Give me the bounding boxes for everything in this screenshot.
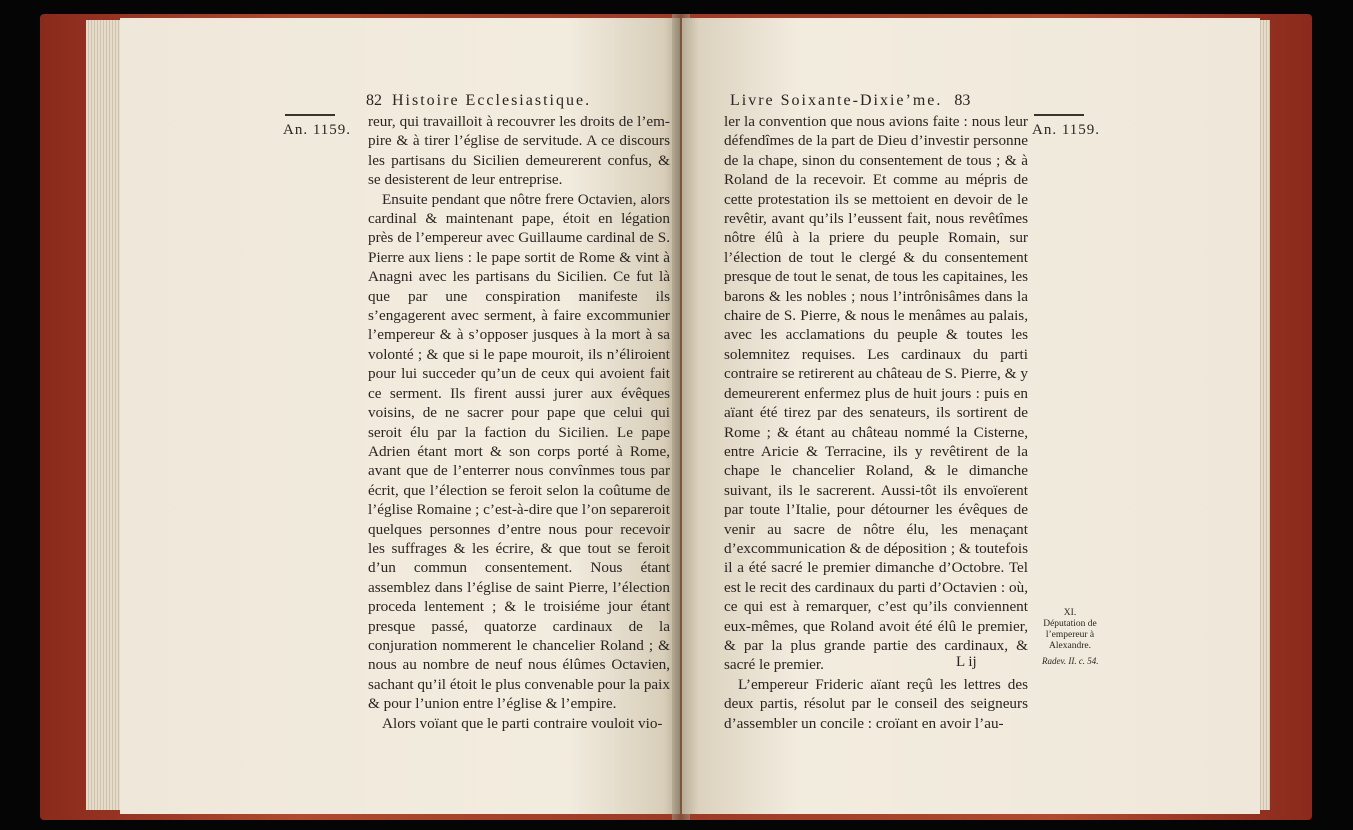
left-page-number: 82 — [366, 92, 382, 109]
right-page-number: 83 — [954, 92, 971, 109]
open-book — [40, 14, 1312, 820]
left-paragraph-1: reur, qui travailloit à recouvrer les droits de l’em-pire & à tirer l’église de servitude. A ce discours les partisans du Sicilien demeurerent confus, & se desisterent de leur entreprise. — [368, 113, 670, 189]
right-page — [682, 18, 1260, 814]
right-margin-year: An. 1159. — [1032, 122, 1101, 138]
left-paragraph-3: Alors voïant que le parti contraire vouloit vio- — [382, 714, 663, 732]
side-note-text: Députation de l’empereur à Alexandre. — [1043, 619, 1097, 651]
left-margin-year: An. 1159. — [283, 122, 352, 138]
side-note-reference: Radev. II. c. 54. — [1042, 656, 1099, 666]
right-margin-rule — [1034, 114, 1084, 116]
right-running-header — [730, 92, 980, 110]
left-margin-rule — [285, 114, 335, 116]
left-page — [120, 18, 680, 814]
side-note — [1032, 608, 1108, 652]
right-paragraph-2: L’empereur Frideric aïant reçû les lettres des deux partis, résolut par le conseil des seigneurs d’assembler un concile : croïant en avoir l’au- — [724, 675, 1028, 732]
left-running-header — [366, 92, 591, 110]
right-paragraph-1: ler la convention que nous avions faite : nous leur défendîmes de la part de Dieu d’investir personne de la chape, sinon du consentement de tous ; & à Roland de la recevoir. Et comme au mépris de cette protestation ils se mettoient en devoir de le revêtir, avant qu’ils l’eussent fait, nous revêtîmes nôtre élû à la priere du peuple Romain, sur l’élection de tout le clergé & du consentement presque de tout le senat, de tous les capitaines, les barons & les nobles ; nous l’intrônisâmes dans la chaire de S. Pierre, & nous le menâmes au palais, avec les acclamations du peuple & toutes les solemnitez requises. Les cardinaux du parti contraire se retirerent au château de S. Pierre, & y demeurerent enfermez plus de huit jours : puis en aïant été tirez par des senateurs, ils sortirent de Rome ; & étant au château nommé la Cisterne, entre Aricie & Terracine, ils y revêtirent de la chape le chancelier Roland, & le dimanche suivant, ils le sacrerent. Aussi-tôt ils envoïerent par toute l’Italie, pour détourner les évêques de venir au sacre de nôtre élu, les menaçant d’excommunication & de déposition ; & toutefois il a été sacré le premier dimanche d’Octobre. Tel est le recit des cardinaux du parti d’Octavien : où, ce qui est à remarquer, c’est qu’ils conviennent eux-mêmes, que Roland avoit été élû le premier, & par la plus grande partie des cardinaux, & sacré le premier. — [724, 113, 1028, 674]
side-note-number: XI. — [1063, 608, 1077, 618]
right-running-head: Livre Soixante-Dixie’me. — [730, 92, 943, 109]
left-running-head: Histoire Ecclesiastique. — [392, 92, 592, 109]
left-body-text — [368, 112, 670, 733]
right-body-text — [724, 112, 1028, 733]
signature-mark: L ij — [956, 654, 977, 670]
left-paragraph-2: Ensuite pendant que nôtre frere Octavien, alors cardinal & maintenant pape, étoit en légation près de l’empereur avec Guillaume cardinal de S. Pierre aux liens : le pape sortit de Rome & vint à Anagni avec les partisans du Sicilien. Ce fut là que par une conspiration manifeste ils s’engagerent avec serment, à faire excommunier l’empereur & à s’opposer jusques à la mort à sa volonté ; & que si le pape mouroit, ils n’éliroient pour lui succeder qu’un de ceux qui avoient fait ce serment. Ils firent aussi jurer aux évêques voisins, de ne sacrer pour pape que celui qui seroit élu par la faction du Sicilien. Le pape Adrien étant mort & son corps porté à Rome, avant que de l’enterrer nous convînmes tous par écrit, que l’élection se feroit selon la coûtume de l’église Romaine ; c’est-à-dire que l’on separeroit quelques personnes d’entre nous pour recevoir les suffrages & les écrire, & que tout se feroit d’un commun consentement. Nous étant assemblez dans l’église de saint Pierre, l’élection proceda lentement ; & le troisiéme jour étant presque passé, quatorze cardinaux de la conjuration nommerent le chancelier Roland ; & nous au nombre de neuf nous élûmes Octavien, sachant qu’il étoit le plus convenable pour la paix & pour l’union entre l’église & l’empire. — [368, 190, 670, 713]
